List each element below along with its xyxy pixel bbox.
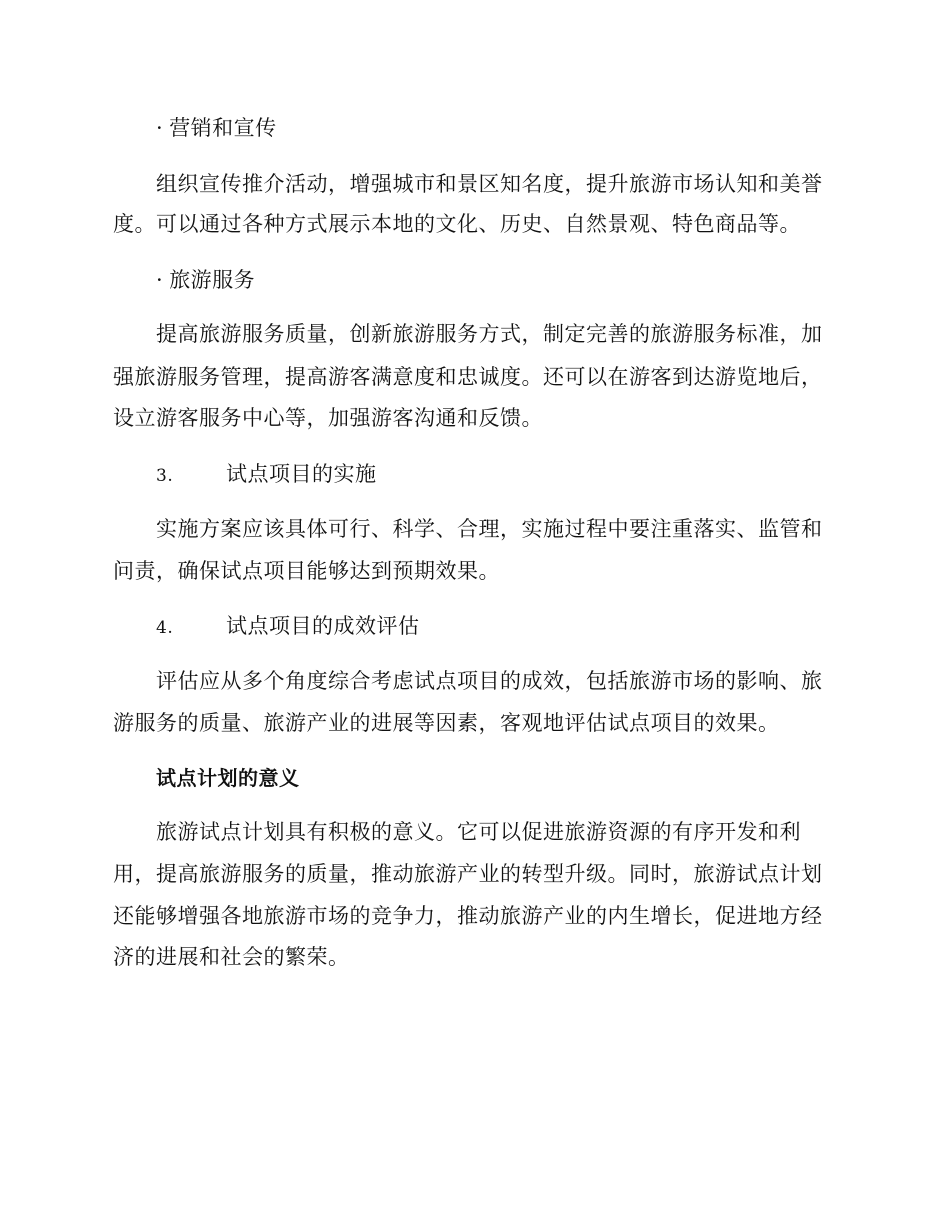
- evaluation-para-line-2: 游服务的质量、旅游产业的进展等因素，客观地评估试点项目的效果。: [113, 711, 780, 735]
- significance-para-line-1: 旅游试点计划具有积极的意义。它可以促进旅游资源的有序开发和利: [156, 820, 801, 844]
- significance-para-line-3: 还能够增强各地旅游市场的竞争力，推动旅游产业的内生增长，促进地方经: [113, 904, 823, 928]
- section-4-heading: [156, 613, 420, 641]
- section-3-heading: [156, 461, 377, 489]
- significance-para-line-2: 用，提高旅游服务的质量，推动旅游产业的转型升级。同时，旅游试点计划: [113, 862, 823, 886]
- section-3-title: 试点项目的实施: [226, 462, 377, 486]
- service-para-line-2: 强旅游服务管理，提高游客满意度和忠诚度。还可以在游客到达游览地后，: [113, 365, 823, 389]
- marketing-para-line-1: 组织宣传推介活动，增强城市和景区知名度，提升旅游市场认知和美誉: [156, 172, 823, 196]
- section-3-number: 3.: [156, 466, 174, 486]
- implementation-para-line-1: 实施方案应该具体可行、科学、合理，实施过程中要注重落实、监管和: [156, 517, 823, 541]
- service-para-line-1: 提高旅游服务质量，创新旅游服务方式，制定完善的旅游服务标准，加: [156, 322, 823, 346]
- bullet-service: [156, 267, 255, 293]
- section-4-title: 试点项目的成效评估: [226, 614, 420, 638]
- significance-para-line-4: 济的进展和社会的繁荣。: [113, 945, 350, 969]
- evaluation-para-line-1: 评估应从多个角度综合考虑试点项目的成效，包括旅游市场的影响、旅: [156, 669, 823, 693]
- implementation-para-line-2: 问责，确保试点项目能够达到预期效果。: [113, 559, 500, 583]
- section-4-number: 4.: [156, 618, 174, 638]
- bullet-dot: ·: [156, 268, 164, 292]
- significance-heading: 试点计划的意义: [156, 766, 300, 790]
- bullet-service-title: 旅游服务: [169, 268, 256, 292]
- bullet-marketing: [156, 115, 277, 141]
- bullet-marketing-title: 营销和宣传: [169, 116, 277, 140]
- marketing-para-line-2: 度。可以通过各种方式展示本地的文化、历史、自然景观、特色商品等。: [113, 212, 801, 236]
- service-para-line-3: 设立游客服务中心等，加强游客沟通和反馈。: [113, 406, 543, 430]
- bullet-dot: ·: [156, 116, 164, 140]
